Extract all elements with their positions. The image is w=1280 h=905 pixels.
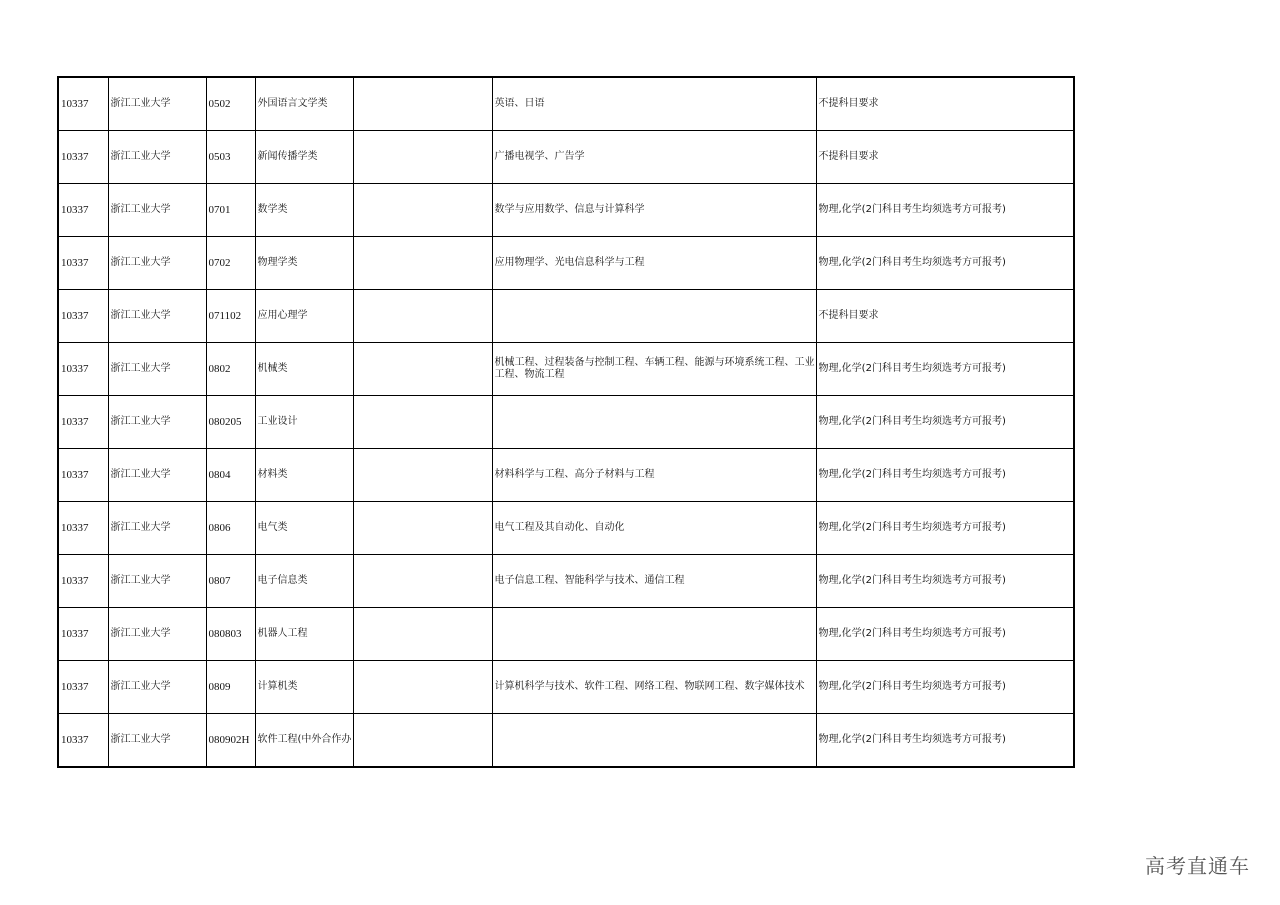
school-code-cell: 10337 (58, 237, 108, 290)
table-row (58, 502, 1074, 555)
included-majors-cell: 电子信息工程、智能科学与技术、通信工程 (492, 555, 816, 608)
school-name-cell: 浙江工业大学 (108, 449, 206, 502)
note-cell (353, 608, 492, 661)
table-row (58, 343, 1074, 396)
table-row (58, 184, 1074, 237)
subject-requirement-cell: 物理,化学(2门科目考生均须选考方可报考) (816, 237, 1074, 290)
school-code-cell: 10337 (58, 714, 108, 768)
school-code-cell: 10337 (58, 290, 108, 343)
major-name-cell: 电气类 (255, 502, 353, 555)
major-name-cell: 物理学类 (255, 237, 353, 290)
school-name-cell: 浙江工业大学 (108, 184, 206, 237)
school-name-cell: 浙江工业大学 (108, 290, 206, 343)
school-name-cell: 浙江工业大学 (108, 77, 206, 131)
included-majors-cell: 应用物理学、光电信息科学与工程 (492, 237, 816, 290)
subject-requirement-cell: 物理,化学(2门科目考生均须选考方可报考) (816, 608, 1074, 661)
major-name-cell: 软件工程(中外合作办 (255, 714, 353, 768)
included-majors-cell (492, 290, 816, 343)
included-majors-cell (492, 714, 816, 768)
subject-requirement-table (57, 76, 1075, 768)
subject-requirement-cell: 物理,化学(2门科目考生均须选考方可报考) (816, 661, 1074, 714)
included-majors-cell (492, 608, 816, 661)
school-code-cell: 10337 (58, 555, 108, 608)
included-majors-cell: 广播电视学、广告学 (492, 131, 816, 184)
school-name-cell: 浙江工业大学 (108, 237, 206, 290)
table-row (58, 714, 1074, 768)
major-name-cell: 机械类 (255, 343, 353, 396)
major-code-cell: 0502 (206, 77, 255, 131)
table-row (58, 555, 1074, 608)
major-code-cell: 0807 (206, 555, 255, 608)
major-code-cell: 0802 (206, 343, 255, 396)
major-code-cell: 0806 (206, 502, 255, 555)
note-cell (353, 77, 492, 131)
included-majors-cell: 材料科学与工程、高分子材料与工程 (492, 449, 816, 502)
included-majors-cell: 电气工程及其自动化、自动化 (492, 502, 816, 555)
major-code-cell: 0701 (206, 184, 255, 237)
table-row (58, 396, 1074, 449)
note-cell (353, 555, 492, 608)
school-name-cell: 浙江工业大学 (108, 608, 206, 661)
note-cell (353, 290, 492, 343)
major-code-cell: 080902H (206, 714, 255, 768)
school-code-cell: 10337 (58, 661, 108, 714)
school-name-cell: 浙江工业大学 (108, 661, 206, 714)
table-row (58, 449, 1074, 502)
subject-requirement-cell: 不提科目要求 (816, 131, 1074, 184)
major-code-cell: 0702 (206, 237, 255, 290)
major-name-cell: 新闻传播学类 (255, 131, 353, 184)
included-majors-cell: 机械工程、过程装备与控制工程、车辆工程、能源与环境系统工程、工业工程、物流工程 (492, 343, 816, 396)
table-row (58, 661, 1074, 714)
school-name-cell: 浙江工业大学 (108, 131, 206, 184)
note-cell (353, 449, 492, 502)
major-name-cell: 材料类 (255, 449, 353, 502)
subject-requirement-cell: 物理,化学(2门科目考生均须选考方可报考) (816, 184, 1074, 237)
major-code-cell: 080205 (206, 396, 255, 449)
major-code-cell: 0804 (206, 449, 255, 502)
note-cell (353, 343, 492, 396)
note-cell (353, 184, 492, 237)
note-cell (353, 502, 492, 555)
table-row (58, 131, 1074, 184)
major-code-cell: 0503 (206, 131, 255, 184)
included-majors-cell: 计算机科学与技术、软件工程、网络工程、物联网工程、数字媒体技术 (492, 661, 816, 714)
school-code-cell: 10337 (58, 449, 108, 502)
school-name-cell: 浙江工业大学 (108, 343, 206, 396)
table-row (58, 77, 1074, 131)
note-cell (353, 396, 492, 449)
included-majors-cell: 数学与应用数学、信息与计算科学 (492, 184, 816, 237)
note-cell (353, 661, 492, 714)
school-code-cell: 10337 (58, 502, 108, 555)
subject-requirement-cell: 物理,化学(2门科目考生均须选考方可报考) (816, 555, 1074, 608)
table-row (58, 237, 1074, 290)
subject-requirement-cell: 物理,化学(2门科目考生均须选考方可报考) (816, 714, 1074, 768)
major-code-cell: 080803 (206, 608, 255, 661)
major-code-cell: 0809 (206, 661, 255, 714)
school-name-cell: 浙江工业大学 (108, 396, 206, 449)
school-code-cell: 10337 (58, 77, 108, 131)
major-name-cell: 外国语言文学类 (255, 77, 353, 131)
major-code-cell: 071102 (206, 290, 255, 343)
watermark-text: 高考直通车 (1145, 854, 1250, 878)
school-name-cell: 浙江工业大学 (108, 714, 206, 768)
school-code-cell: 10337 (58, 184, 108, 237)
major-name-cell: 应用心理学 (255, 290, 353, 343)
note-cell (353, 237, 492, 290)
major-name-cell: 电子信息类 (255, 555, 353, 608)
subject-requirement-cell: 物理,化学(2门科目考生均须选考方可报考) (816, 502, 1074, 555)
table-row (58, 608, 1074, 661)
subject-requirement-cell: 不提科目要求 (816, 290, 1074, 343)
major-name-cell: 计算机类 (255, 661, 353, 714)
school-code-cell: 10337 (58, 131, 108, 184)
major-name-cell: 数学类 (255, 184, 353, 237)
major-name-cell: 机器人工程 (255, 608, 353, 661)
subject-requirement-cell: 物理,化学(2门科目考生均须选考方可报考) (816, 343, 1074, 396)
table-body (58, 77, 1074, 767)
subject-requirement-cell: 不提科目要求 (816, 77, 1074, 131)
school-code-cell: 10337 (58, 343, 108, 396)
major-name-cell: 工业设计 (255, 396, 353, 449)
school-name-cell: 浙江工业大学 (108, 555, 206, 608)
school-code-cell: 10337 (58, 396, 108, 449)
note-cell (353, 131, 492, 184)
included-majors-cell (492, 396, 816, 449)
school-code-cell: 10337 (58, 608, 108, 661)
table-row (58, 290, 1074, 343)
subject-requirement-cell: 物理,化学(2门科目考生均须选考方可报考) (816, 396, 1074, 449)
subject-requirement-cell: 物理,化学(2门科目考生均须选考方可报考) (816, 449, 1074, 502)
note-cell (353, 714, 492, 768)
school-name-cell: 浙江工业大学 (108, 502, 206, 555)
included-majors-cell: 英语、日语 (492, 77, 816, 131)
